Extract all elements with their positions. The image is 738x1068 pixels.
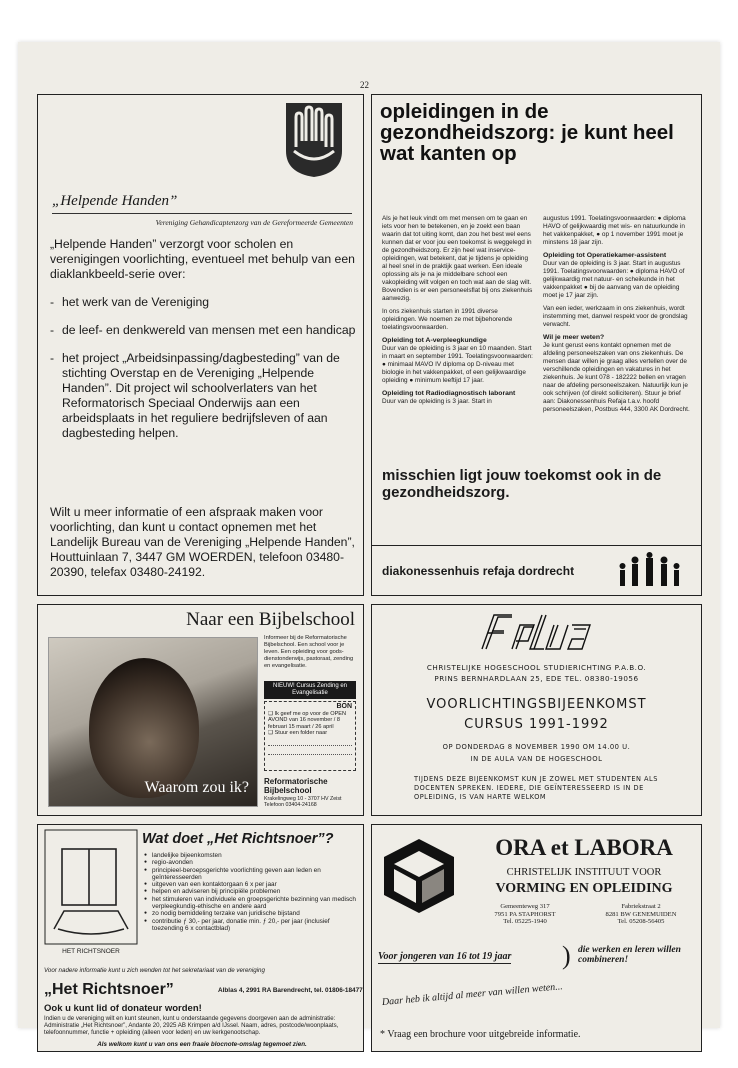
subheading: Wil je meer weten? bbox=[543, 334, 605, 341]
list-item: - de leef- en denkwereld van mensen met een handicap bbox=[50, 323, 358, 338]
felua-line-3: VOORLICHTINGSBIJEENKOMST bbox=[426, 697, 647, 712]
list-item: ● landelijke bijeenkomsten bbox=[144, 852, 358, 859]
refaja-slogan: misschien ligt jouw toekomst ook in de gezondheidszorg. bbox=[382, 467, 662, 501]
paragraph: Van een ieder, werkzaam in ons ziekenhuis, wordt instemming met, danwel respekt voor de grondslag verwacht. bbox=[543, 305, 688, 328]
felua-line-6: IN DE AULA VAN DE HOGESCHOOL bbox=[470, 755, 603, 763]
ora-cube-logo-icon bbox=[380, 837, 458, 915]
coupon-title: BON bbox=[336, 703, 352, 710]
richtsnoer-ad bbox=[37, 824, 364, 1052]
list-item: - het project „Arbeidsinpassing/dagbesteding” van de stichting Overstap en de Vereniging „Helpende Handen”. Dit project wil schoolverlaters van het Reformatorisch Speciaal Onderwijs aan een arbeidsplaats in het reguliere bedrijfsleven of aan dagbesteding helpen. bbox=[50, 351, 358, 441]
felua-line-2: PRINS BERNHARDLAAN 25, EDE TEL. 08380-19056 bbox=[434, 674, 639, 683]
nieuw-banner: NIEUW! Cursus Zending en Evangelisatie bbox=[264, 681, 356, 699]
ora-vorming: VORMING EN OPLEIDING bbox=[495, 881, 673, 896]
ora-combineren: die werken en leren willen combineren! bbox=[578, 945, 681, 965]
ora-institute: CHRISTELIJK INSTITUUT VOOR bbox=[506, 867, 662, 878]
coupon-line bbox=[268, 740, 352, 746]
donor-heading: Ook u kunt lid of donateur worden! bbox=[44, 1003, 202, 1014]
list-item: ● helpen en adviseren bij principiële problemen bbox=[144, 888, 358, 895]
richtsnoer-question: Wat doet „Het Richtsnoer”? bbox=[142, 831, 334, 847]
refaja-ad bbox=[371, 94, 702, 596]
bijbelschool-ad bbox=[37, 604, 364, 816]
paragraph: Je kunt gerust eens kontakt opnemen met de afdeling personeelszaken van ons ziekenhuis. De mensen daar willen je graag alles vertellen over de verschillende opleidingen en vakatures in het ziekenhuis. Je kunt 078 - 182222 bellen en vragen naar de afdeling personeelszaken. Natuurlijk kun je ook schrijven (of direkt solliciteren). Stuur je brief aan: Diakonessenhuis Refaja t.a.v. hoofd personeelszaken, Postbus 444, 3300 AK Dordrecht. bbox=[543, 342, 690, 413]
badge-label: HET RICHTSNOER bbox=[62, 948, 120, 955]
ora-name: ORA et LABORA bbox=[495, 835, 673, 860]
coupon-option-open-avond[interactable]: ❑ Ik geef me op voor de OPEN AVOND van 16 november / 8 februari 15 maart / 26 april bbox=[268, 710, 347, 730]
subheading: Opleiding tot A-verpleegkundige bbox=[382, 337, 487, 344]
felua-line-7: TIJDENS DEZE BIJEENKOMST KUN JE ZOWEL MET STUDENTEN ALS DOCENTEN SPREKEN. IEDERE, DIE GEÏNTERESSEERD IS IN DE OPLEIDING, IS VAN HARTE WELKOM bbox=[414, 775, 658, 801]
refaja-footer-name: diakonessenhuis refaja dordrecht bbox=[382, 564, 575, 578]
helping-hands-emblem-icon bbox=[282, 101, 346, 179]
paragraph: Duur van de opleiding is 3 jaar. Start in augustus 1991. Toelatingsvoorwaarden: ● diploma HAVO of gelijkwaardig met natuur- en scheikunde in het vakkenpakket ● bij de aanvang van de opleiding moet je 17 jaar zijn. bbox=[543, 260, 685, 299]
refaja-headline: opleidingen in de gezondheidszorg: je kunt heel wat kanten op bbox=[380, 100, 674, 165]
school-name: Reformatorische Bijbelschool bbox=[264, 777, 328, 795]
refaja-column-1 bbox=[382, 215, 533, 419]
list-item: - het werk van de Vereniging bbox=[50, 295, 358, 310]
subheading: Opleiding tot Operatiekamer-assistent bbox=[543, 252, 667, 259]
ora-address-staphorst: Gemeenteweg 317 7951 PA STAPHORST Tel. 05225-1940 bbox=[494, 903, 556, 925]
paragraph: Duur van de opleiding is 3 jaar. Start in bbox=[382, 398, 492, 405]
list-item: ● principieel-beroepsgerichte voorlichting geven aan leden en geïnteresseerden bbox=[144, 867, 358, 882]
richtsnoer-name: „Het Richtsnoer” bbox=[44, 981, 174, 998]
ora-et-labora-ad bbox=[371, 824, 702, 1052]
school-address: Krakelingweg 10 - 3707 HV Zeist Telefoon 03404-24168 bbox=[264, 796, 342, 808]
list-item: ● het stimuleren van individuele en groepsgerichte bezinning van medisch verpleegkundig-ethische en andere aard bbox=[144, 896, 358, 911]
felua-line-5: OP DONDERDAG 8 NOVEMBER 1990 OM 14.00 U. bbox=[442, 743, 631, 751]
refaja-column-2 bbox=[543, 215, 694, 419]
paragraph: Als je het leuk vindt om met mensen om te gaan en iets voor hen te betekenen, en je zoekt een baan waarin dat tot uiting komt, dan zou het best wel eens kunnen dat er voor jou een toekomst is weggelegd in de gezondheidszorg. Er zijn heel wat inservice-opleidingen, wat betekent, dat je tijdens je opleiding al heel snel in de praktijk gaat werken. Een ideale oplossing als je na je middelbare school een vakopleiding wilt volgen en toch wat aan de slag wilt. Bovendien is er een personeelsflat bij ons ziekenhuis aanwezig. bbox=[382, 215, 533, 302]
felua-line-1: CHRISTELIJKE HOGESCHOOL STUDIERICHTING P.A.B.O. bbox=[426, 663, 647, 672]
list-item: ● regio-avonden bbox=[144, 859, 358, 866]
list-item: ● contributie ƒ 30,- per jaar, donatie min. ƒ 20,- per jaar (inclusief toezending 6 x contactblad) bbox=[144, 918, 358, 933]
helpende-handen-ad bbox=[37, 94, 364, 596]
helpende-title: „Helpende Handen” bbox=[52, 193, 178, 209]
bijbelschool-heading: Naar een Bijbelschool bbox=[186, 609, 355, 630]
felua-line-4: CURSUS 1991-1992 bbox=[464, 717, 609, 732]
richtsnoer-note: Voor nadere informatie kunt u zich wenden tot het sekretariaat van de vereniging bbox=[44, 967, 265, 974]
ora-jongeren: Voor jongeren van 16 tot 19 jaar bbox=[378, 951, 512, 962]
helpende-intro: „Helpende Handen” verzorgt voor scholen en verenigingen voorlichting, eventueel met behulp van een diaklankbeeld-serie over: bbox=[50, 237, 355, 281]
richtsnoer-badge-icon bbox=[44, 829, 138, 945]
brace-glyph: ) bbox=[562, 941, 571, 970]
ora-script: Daar heb ik altijd al meer van willen weten... bbox=[381, 981, 564, 1008]
refaja-footer bbox=[372, 545, 701, 595]
portrait-face bbox=[89, 658, 199, 798]
list-item: ● zo nodig bemiddeling terzake van juridische bijstand bbox=[144, 910, 358, 917]
paragraph: In ons ziekenhuis starten in 1991 diverse opleidingen. We noemen ze met bijbehorende toelatingsvoorwaarden. bbox=[382, 308, 513, 331]
helpende-topics bbox=[50, 295, 358, 454]
helpende-subtitle: Vereniging Gehandicaptenzorg van de Gereformeerde Gemeenten bbox=[155, 218, 353, 227]
felua-ad bbox=[371, 604, 702, 816]
subheading: Opleiding tot Radiodiagnostisch laborant bbox=[382, 390, 516, 397]
donor-text: Indien u de vereniging wilt en kunt steunen, kunt u onderstaande gegevens doorgeven aan de administratie: Administratie „Het Richtsnoer”, Andante 20, 2925 AB Krimpen a/d IJssel. Naam, adres, postcode/woonplaats, telefoonnummer, functie + opleiding (alleen voor leden) en uw kerkgenootschap. bbox=[44, 1015, 339, 1036]
list-item: ● uitgeven van een kontaktorgaan 6 x per jaar bbox=[144, 881, 358, 888]
ora-address-genemuiden: Fabriekstraat 2 8281 BW GENEMUIDEN Tel. 05208-56405 bbox=[605, 903, 677, 925]
coupon-line bbox=[268, 749, 352, 755]
paragraph: Duur van de opleiding is 3 jaar en 10 maanden. Start in maart en september 1991. Toelatingsvoorwaarden: ● minimaal MAVO IV diploma op D-niveau met biologie in het vakkenpakket, of een gelijkwaardige opleiding ● minimum leeftijd 17 jaar. bbox=[382, 345, 533, 384]
richtsnoer-closing: Als welkom kunt u van ons een fraaie blocnote-omslag tegemoet zien. bbox=[97, 1041, 307, 1048]
newspaper-page bbox=[18, 42, 720, 1048]
coupon-option-folder[interactable]: ❑ Stuur een folder naar bbox=[268, 730, 328, 737]
title-rule bbox=[52, 213, 352, 214]
portrait-photo bbox=[48, 637, 258, 807]
refaja-body bbox=[382, 215, 694, 419]
refaja-logo-icon bbox=[616, 552, 692, 590]
coupon bbox=[264, 701, 356, 771]
richtsnoer-activities bbox=[144, 852, 358, 932]
felua-logo-icon bbox=[472, 611, 602, 653]
paragraph: augustus 1991. Toelatingsvoorwaarden: ● diploma HAVO of gelijkwaardig met wis- en natuurkunde in het vakkenpakket, ● op 1 november 1991 moet je minstens 18 jaar zijn. bbox=[543, 215, 686, 246]
ora-brochure: * Vraag een brochure voor uitgebreide informatie. bbox=[380, 1029, 581, 1040]
page-number: 22 bbox=[360, 80, 369, 90]
bijbelschool-blurb: Informeer bij de Reformatorische Bijbelschool. Een school voor je leven. Een opleiding voor gods-dienstonderwijs, pastoraat, zending en evangelisatie. bbox=[264, 635, 354, 669]
helpende-contact: Wilt u meer informatie of een afspraak maken voor voorlichting, dan kunt u contact opnemen met het Landelijk Bureau van de Vereniging „Helpende Handen”, Houttuinlaan 7, 3447 GM WOERDEN, telefoon 03480-20390, telefax 03480-24192. bbox=[50, 505, 355, 579]
photo-caption: Waarom zou ik? bbox=[144, 779, 249, 796]
richtsnoer-address: Alblas 4, 2991 RA Barendrecht, tel. 01806-18477 bbox=[218, 987, 363, 994]
